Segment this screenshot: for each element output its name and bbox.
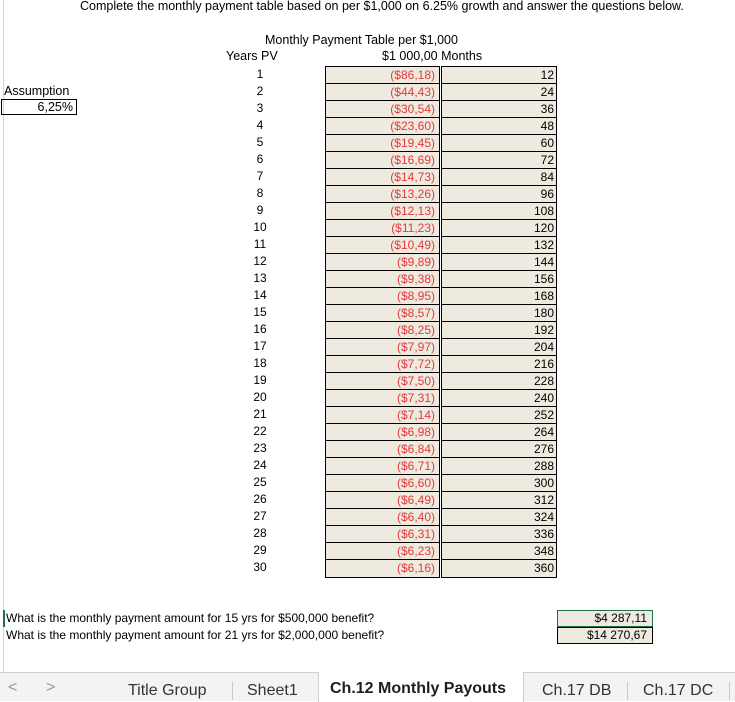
payment-cell[interactable]: ($6,49) [326,492,439,509]
months-column [441,66,557,578]
payment-cell[interactable]: ($6,60) [326,475,439,492]
payment-cell[interactable]: ($13,26) [326,186,439,203]
pv-header: PV [261,49,278,63]
year-cell[interactable]: 6 [256,152,264,166]
payment-cell[interactable]: ($6,40) [326,509,439,526]
months-cell[interactable]: 96 [442,186,556,203]
months-cell[interactable]: 144 [442,254,556,271]
question-2[interactable]: What is the monthly payment amount for 21 yrs for $2,000,000 benefit? [6,628,385,642]
instructions-text: Complete the monthly payment table based on per $1,000 on 6.25% growth and answer the questions below. [80,0,684,13]
year-cell[interactable]: 25 [253,475,267,489]
months-cell[interactable]: 252 [442,407,556,424]
months-cell[interactable]: 288 [442,458,556,475]
tab-ch17-dc[interactable]: Ch.17 DC [643,682,714,699]
payment-cell[interactable]: ($12,13) [326,203,439,220]
next-sheet-icon[interactable]: > [46,679,56,696]
months-cell[interactable]: 216 [442,356,556,373]
payment-cell[interactable]: ($7,50) [326,373,439,390]
year-cell[interactable]: 10 [253,220,267,234]
year-cell[interactable]: 30 [253,560,267,574]
year-cell[interactable]: 1 [256,67,264,81]
payment-cell[interactable]: ($44,43) [326,84,439,101]
year-cell[interactable]: 26 [253,492,267,506]
months-cell[interactable]: 36 [442,101,556,118]
payment-cell[interactable]: ($86,18) [326,67,439,84]
months-cell[interactable]: 84 [442,169,556,186]
tab-title-group[interactable]: Title Group [128,682,207,699]
year-cell[interactable]: 7 [256,169,264,183]
payment-cell[interactable]: ($7,14) [326,407,439,424]
year-cell[interactable]: 8 [256,186,264,200]
year-cell[interactable]: 15 [253,305,267,319]
year-cell[interactable]: 11 [253,237,267,251]
payment-cell[interactable]: ($9,38) [326,271,439,288]
payment-cell[interactable]: ($7,31) [326,390,439,407]
months-cell[interactable]: 348 [442,543,556,560]
sheet-tab-bar [0,672,735,701]
payment-cell[interactable]: ($9,89) [326,254,439,271]
months-cell[interactable]: 228 [442,373,556,390]
payment-cell[interactable]: ($6,71) [326,458,439,475]
payment-cell[interactable]: ($19,45) [326,135,439,152]
months-cell[interactable]: 324 [442,509,556,526]
tab-separator [232,682,233,700]
year-cell[interactable]: 18 [253,356,267,370]
year-cell[interactable]: 9 [256,203,264,217]
year-cell[interactable]: 14 [253,288,267,302]
payment-cell[interactable]: ($10,49) [326,237,439,254]
months-cell[interactable]: 240 [442,390,556,407]
payment-cell[interactable]: ($11,23) [326,220,439,237]
payment-cell[interactable]: ($6,31) [326,526,439,543]
tab-sheet1[interactable]: Sheet1 [247,682,298,699]
payment-cell[interactable]: ($6,23) [326,543,439,560]
year-cell[interactable]: 27 [253,509,267,523]
months-cell[interactable]: 60 [442,135,556,152]
months-cell[interactable]: 24 [442,84,556,101]
year-cell[interactable]: 24 [253,458,267,472]
months-cell[interactable]: 108 [442,203,556,220]
answer-1-cell[interactable]: $4 287,11 [557,610,653,627]
tab-ch12-monthly-payouts[interactable] [318,672,524,702]
assumption-rate-cell[interactable]: 6,25% [1,99,77,115]
payment-cell[interactable]: ($16,69) [326,152,439,169]
year-cell[interactable]: 16 [253,322,267,336]
payment-cell[interactable]: ($23,60) [326,118,439,135]
column-header-pv-months: $1 000,00 Months [382,49,483,63]
years-header: Years [226,49,258,63]
months-cell[interactable]: 120 [442,220,556,237]
months-cell[interactable]: 336 [442,526,556,543]
year-cell[interactable]: 28 [253,526,267,540]
payment-cell[interactable]: ($8,25) [326,322,439,339]
months-cell[interactable]: 156 [442,271,556,288]
year-cell[interactable]: 20 [253,390,267,404]
year-cell[interactable]: 5 [256,135,264,149]
months-cell[interactable]: 168 [442,288,556,305]
payment-cell[interactable]: ($7,72) [326,356,439,373]
payment-cell[interactable]: ($7,97) [326,339,439,356]
months-cell[interactable]: 12 [442,67,556,84]
active-tab-label: Ch.12 Monthly Payouts [330,680,507,697]
years-column [240,66,280,576]
tab-separator [627,682,628,700]
months-cell[interactable]: 132 [442,237,556,254]
year-cell[interactable]: 4 [256,118,264,132]
payment-column [325,66,440,578]
year-cell[interactable]: 23 [253,441,267,455]
payment-cell[interactable]: ($14,73) [326,169,439,186]
payment-cell[interactable]: ($30,54) [326,101,439,118]
months-cell[interactable]: 300 [442,475,556,492]
payment-cell[interactable]: ($6,16) [396,561,435,575]
year-cell[interactable]: 3 [256,101,264,115]
months-cell[interactable]: 264 [442,424,556,441]
column-header-years-pv [226,49,278,63]
months-cell[interactable]: 192 [442,322,556,339]
year-cell[interactable]: 22 [253,424,267,438]
table-title: Monthly Payment Table per $1,000 [265,33,458,47]
months-cell[interactable]: 48 [442,118,556,135]
payment-cell[interactable]: ($6,98) [326,424,439,441]
months-cell[interactable]: 180 [442,305,556,322]
payment-cell[interactable]: ($8,57) [326,305,439,322]
year-cell[interactable]: 17 [253,339,267,353]
year-cell[interactable]: 12 [253,254,267,268]
year-cell[interactable]: 13 [253,271,267,285]
tab-separator [729,682,730,700]
months-cell[interactable]: 204 [442,339,556,356]
months-cell[interactable]: 360 [533,561,554,575]
prev-sheet-icon[interactable]: < [8,679,18,696]
payment-cell[interactable]: ($8,95) [326,288,439,305]
answer-2-cell[interactable]: $14 270,67 [557,627,653,644]
months-cell[interactable]: 312 [442,492,556,509]
question-1[interactable]: What is the monthly payment amount for 15 yrs for $500,000 benefit? [6,611,375,625]
payment-cell[interactable]: ($6,84) [326,441,439,458]
year-cell[interactable]: 2 [256,84,264,98]
year-cell[interactable]: 19 [253,373,267,387]
tab-ch17-db[interactable]: Ch.17 DB [542,682,612,699]
year-cell[interactable]: 29 [253,543,267,557]
assumption-label: Assumption [4,84,70,98]
year-cell[interactable]: 21 [253,407,267,421]
selection-indicator [3,610,5,627]
months-cell[interactable]: 276 [442,441,556,458]
months-cell[interactable]: 72 [442,152,556,169]
